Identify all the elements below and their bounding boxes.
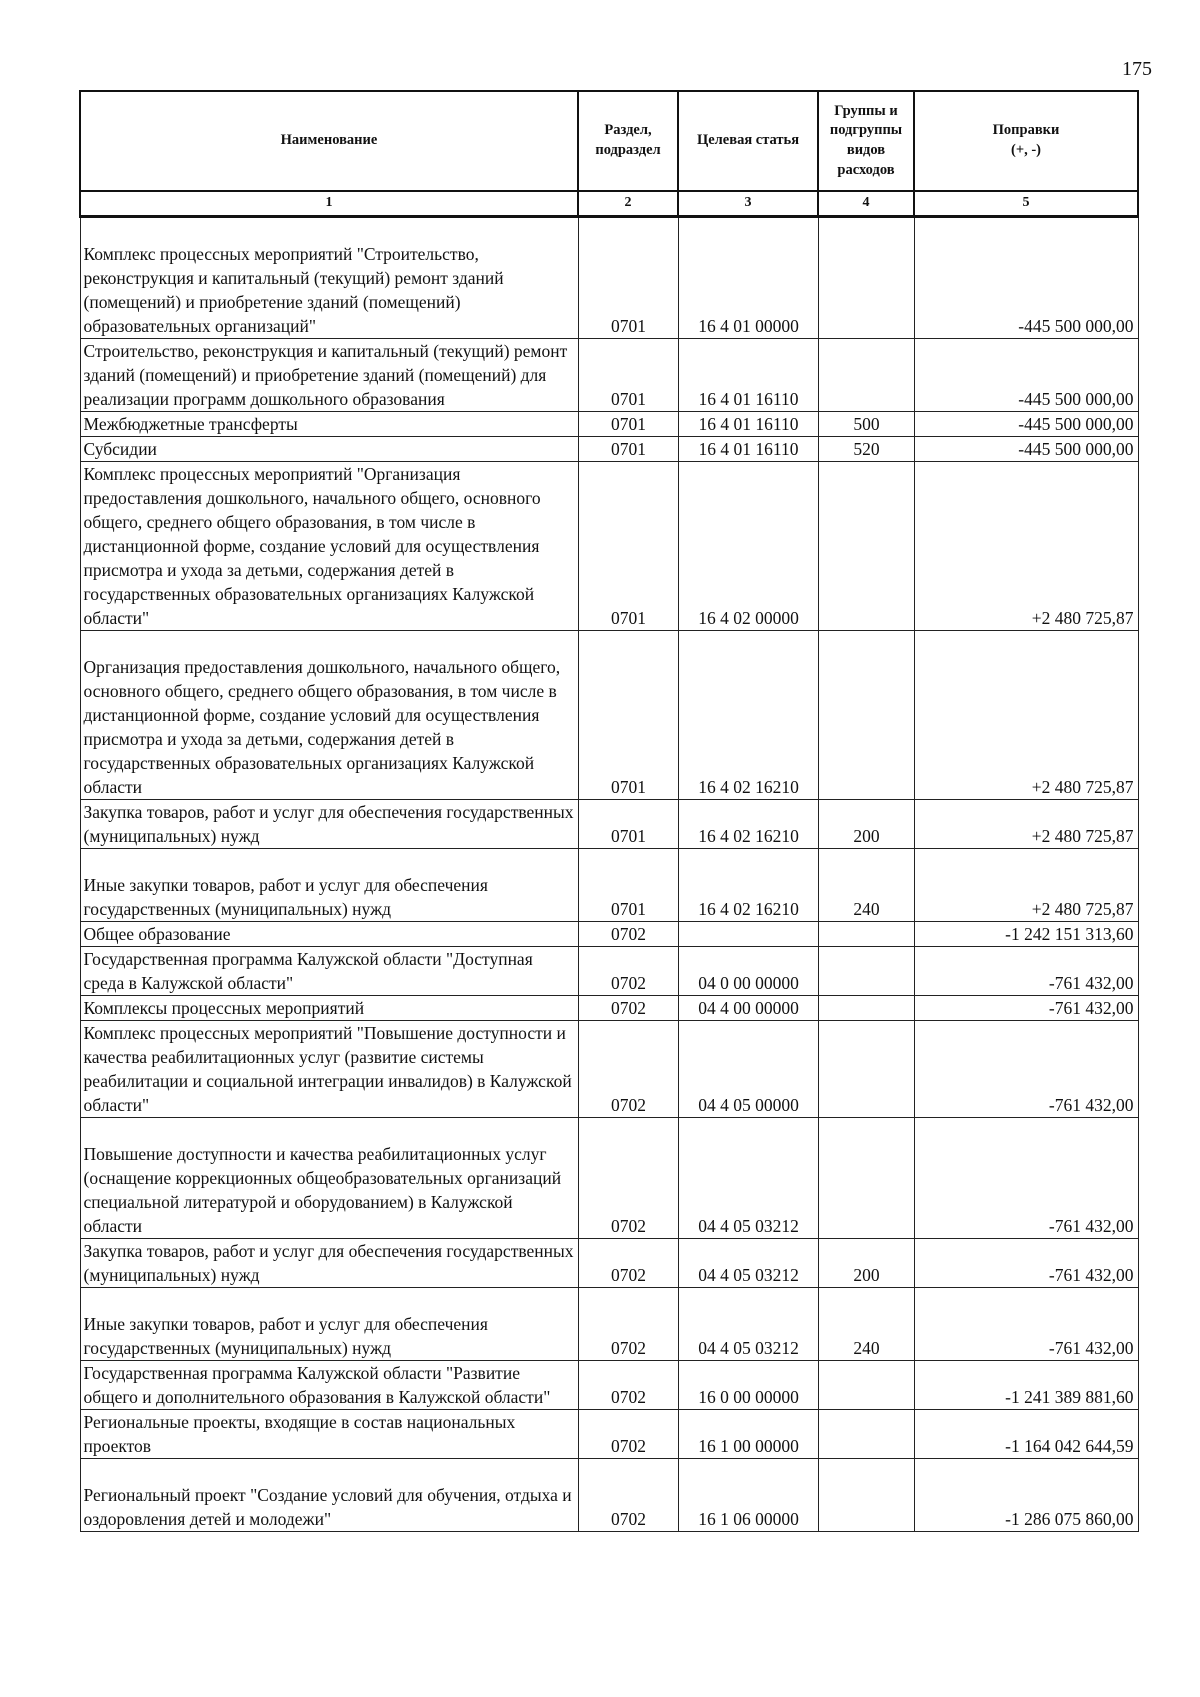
row-amount: -445 500 000,00 bbox=[914, 216, 1138, 338]
row-amount: -761 432,00 bbox=[914, 1238, 1138, 1287]
row-section: 0702 bbox=[578, 1360, 678, 1409]
row-target bbox=[678, 921, 818, 946]
row-section: 0702 bbox=[578, 921, 678, 946]
column-number: 5 bbox=[914, 191, 1138, 216]
row-group bbox=[818, 1458, 914, 1531]
column-number: 4 bbox=[818, 191, 914, 216]
header-amount-sub: (+, -) bbox=[1011, 142, 1041, 158]
row-group bbox=[818, 216, 914, 338]
row-group bbox=[818, 338, 914, 411]
row-target: 16 4 01 00000 bbox=[678, 216, 818, 338]
header-name: Наименование bbox=[80, 91, 578, 191]
row-amount: -761 432,00 bbox=[914, 1117, 1138, 1238]
table-row bbox=[80, 436, 1138, 461]
row-name: Комплекс процессных мероприятий "Повышение доступности и качества реабилитационных услуг (развитие системы реабилитации и социальной интеграции инвалидов) в Калужской области" bbox=[80, 1020, 578, 1117]
table-row bbox=[80, 338, 1138, 411]
row-name: Повышение доступности и качества реабилитационных услуг (оснащение коррекционных общеобразовательных организаций специальной литературой и оборудованием) в Калужской области bbox=[80, 1117, 578, 1238]
column-number: 3 bbox=[678, 191, 818, 216]
row-section: 0702 bbox=[578, 1238, 678, 1287]
column-number: 2 bbox=[578, 191, 678, 216]
row-amount: -1 242 151 313,60 bbox=[914, 921, 1138, 946]
row-group bbox=[818, 461, 914, 630]
row-target: 04 4 05 03212 bbox=[678, 1117, 818, 1238]
row-target: 16 4 02 16210 bbox=[678, 848, 818, 921]
row-section: 0702 bbox=[578, 1458, 678, 1531]
row-name: Государственная программа Калужской области "Развитие общего и дополнительного образования в Калужской области" bbox=[80, 1360, 578, 1409]
row-amount: -445 500 000,00 bbox=[914, 338, 1138, 411]
row-name: Закупка товаров, работ и услуг для обеспечения государственных (муниципальных) нужд bbox=[80, 799, 578, 848]
table-header-row bbox=[80, 91, 1138, 191]
table-row bbox=[80, 1458, 1138, 1531]
row-group: 520 bbox=[818, 436, 914, 461]
row-target: 16 4 02 00000 bbox=[678, 461, 818, 630]
row-section: 0701 bbox=[578, 630, 678, 799]
row-amount: -761 432,00 bbox=[914, 946, 1138, 995]
table-row bbox=[80, 630, 1138, 799]
row-target: 04 4 05 03212 bbox=[678, 1287, 818, 1360]
row-section: 0701 bbox=[578, 338, 678, 411]
row-group bbox=[818, 995, 914, 1020]
row-section: 0702 bbox=[578, 946, 678, 995]
row-section: 0701 bbox=[578, 216, 678, 338]
row-group bbox=[818, 1117, 914, 1238]
row-amount: -1 286 075 860,00 bbox=[914, 1458, 1138, 1531]
row-name: Государственная программа Калужской области "Доступная среда в Калужской области" bbox=[80, 946, 578, 995]
row-target: 16 4 01 16110 bbox=[678, 436, 818, 461]
row-group bbox=[818, 946, 914, 995]
row-group bbox=[818, 630, 914, 799]
row-target: 16 4 02 16210 bbox=[678, 630, 818, 799]
row-group: 240 bbox=[818, 1287, 914, 1360]
table-row bbox=[80, 1409, 1138, 1458]
table-row bbox=[80, 799, 1138, 848]
table-row bbox=[80, 411, 1138, 436]
header-target: Целевая статья bbox=[678, 91, 818, 191]
budget-amendments-table bbox=[79, 90, 1139, 1532]
row-name: Общее образование bbox=[80, 921, 578, 946]
row-group: 200 bbox=[818, 799, 914, 848]
row-name: Иные закупки товаров, работ и услуг для обеспечения государственных (муниципальных) нужд bbox=[80, 848, 578, 921]
row-target: 04 4 05 03212 bbox=[678, 1238, 818, 1287]
row-target: 16 0 00 00000 bbox=[678, 1360, 818, 1409]
row-amount: -761 432,00 bbox=[914, 995, 1138, 1020]
row-target: 16 4 01 16110 bbox=[678, 338, 818, 411]
row-section: 0702 bbox=[578, 1409, 678, 1458]
row-target: 04 4 00 00000 bbox=[678, 995, 818, 1020]
row-name: Строительство, реконструкция и капитальный (текущий) ремонт зданий (помещений) и приобретение зданий (помещений) для реализации программ дошкольного образования bbox=[80, 338, 578, 411]
row-name: Комплексы процессных мероприятий bbox=[80, 995, 578, 1020]
row-section: 0701 bbox=[578, 848, 678, 921]
row-target: 16 4 01 16110 bbox=[678, 411, 818, 436]
row-amount: +2 480 725,87 bbox=[914, 630, 1138, 799]
table-row bbox=[80, 216, 1138, 338]
page-number: 175 bbox=[1122, 58, 1152, 80]
row-name: Региональные проекты, входящие в состав национальных проектов bbox=[80, 1409, 578, 1458]
row-section: 0702 bbox=[578, 995, 678, 1020]
column-number: 1 bbox=[80, 191, 578, 216]
table-row bbox=[80, 1020, 1138, 1117]
row-group: 500 bbox=[818, 411, 914, 436]
row-name: Региональный проект "Создание условий для обучения, отдыха и оздоровления детей и молодежи" bbox=[80, 1458, 578, 1531]
table-row bbox=[80, 1287, 1138, 1360]
header-groups: Группы и подгруппы видов расходов bbox=[818, 91, 914, 191]
row-group: 200 bbox=[818, 1238, 914, 1287]
header-section: Раздел, подраздел bbox=[578, 91, 678, 191]
table-row bbox=[80, 921, 1138, 946]
row-target: 16 1 06 00000 bbox=[678, 1458, 818, 1531]
row-amount: +2 480 725,87 bbox=[914, 799, 1138, 848]
row-amount: -445 500 000,00 bbox=[914, 436, 1138, 461]
column-number-row bbox=[80, 191, 1138, 216]
row-amount: -761 432,00 bbox=[914, 1020, 1138, 1117]
row-name: Иные закупки товаров, работ и услуг для обеспечения государственных (муниципальных) нужд bbox=[80, 1287, 578, 1360]
header-amount-title: Поправки bbox=[992, 122, 1060, 139]
header-amount bbox=[914, 91, 1138, 191]
row-amount: +2 480 725,87 bbox=[914, 461, 1138, 630]
table-row bbox=[80, 1117, 1138, 1238]
row-section: 0701 bbox=[578, 436, 678, 461]
table-row bbox=[80, 1238, 1138, 1287]
row-target: 04 0 00 00000 bbox=[678, 946, 818, 995]
row-amount: -1 241 389 881,60 bbox=[914, 1360, 1138, 1409]
row-name: Межбюджетные трансферты bbox=[80, 411, 578, 436]
row-group bbox=[818, 921, 914, 946]
table-row bbox=[80, 848, 1138, 921]
row-section: 0701 bbox=[578, 799, 678, 848]
table-row bbox=[80, 946, 1138, 995]
row-amount: +2 480 725,87 bbox=[914, 848, 1138, 921]
row-section: 0702 bbox=[578, 1287, 678, 1360]
row-name: Субсидии bbox=[80, 436, 578, 461]
row-target: 16 1 00 00000 bbox=[678, 1409, 818, 1458]
row-name: Комплекс процессных мероприятий "Строительство, реконструкция и капитальный (текущий) ремонт зданий (помещений) и приобретение зданий (помещений) образовательных организаций" bbox=[80, 216, 578, 338]
row-name: Комплекс процессных мероприятий "Организация предоставления дошкольного, начального общего, основного общего, среднего общего образования, в том числе в дистанционной форме, создание условий для осуществления присмотра и ухода за детьми, содержания детей в государственных образовательных организациях Калужской области" bbox=[80, 461, 578, 630]
row-amount: -445 500 000,00 bbox=[914, 411, 1138, 436]
row-target: 16 4 02 16210 bbox=[678, 799, 818, 848]
table-row bbox=[80, 1360, 1138, 1409]
table-row bbox=[80, 995, 1138, 1020]
row-name: Закупка товаров, работ и услуг для обеспечения государственных (муниципальных) нужд bbox=[80, 1238, 578, 1287]
row-section: 0702 bbox=[578, 1117, 678, 1238]
row-name: Организация предоставления дошкольного, начального общего, основного общего, среднего общего образования, в том числе в дистанционной форме, создание условий для осуществления присмотра и ухода за детьми, содержания детей в государственных образовательных организациях Калужской области bbox=[80, 630, 578, 799]
row-amount: -1 164 042 644,59 bbox=[914, 1409, 1138, 1458]
row-group: 240 bbox=[818, 848, 914, 921]
row-section: 0701 bbox=[578, 461, 678, 630]
row-section: 0701 bbox=[578, 411, 678, 436]
row-amount: -761 432,00 bbox=[914, 1287, 1138, 1360]
row-target: 04 4 05 00000 bbox=[678, 1020, 818, 1117]
table-row bbox=[80, 461, 1138, 630]
row-group bbox=[818, 1020, 914, 1117]
row-section: 0702 bbox=[578, 1020, 678, 1117]
row-group bbox=[818, 1409, 914, 1458]
row-group bbox=[818, 1360, 914, 1409]
